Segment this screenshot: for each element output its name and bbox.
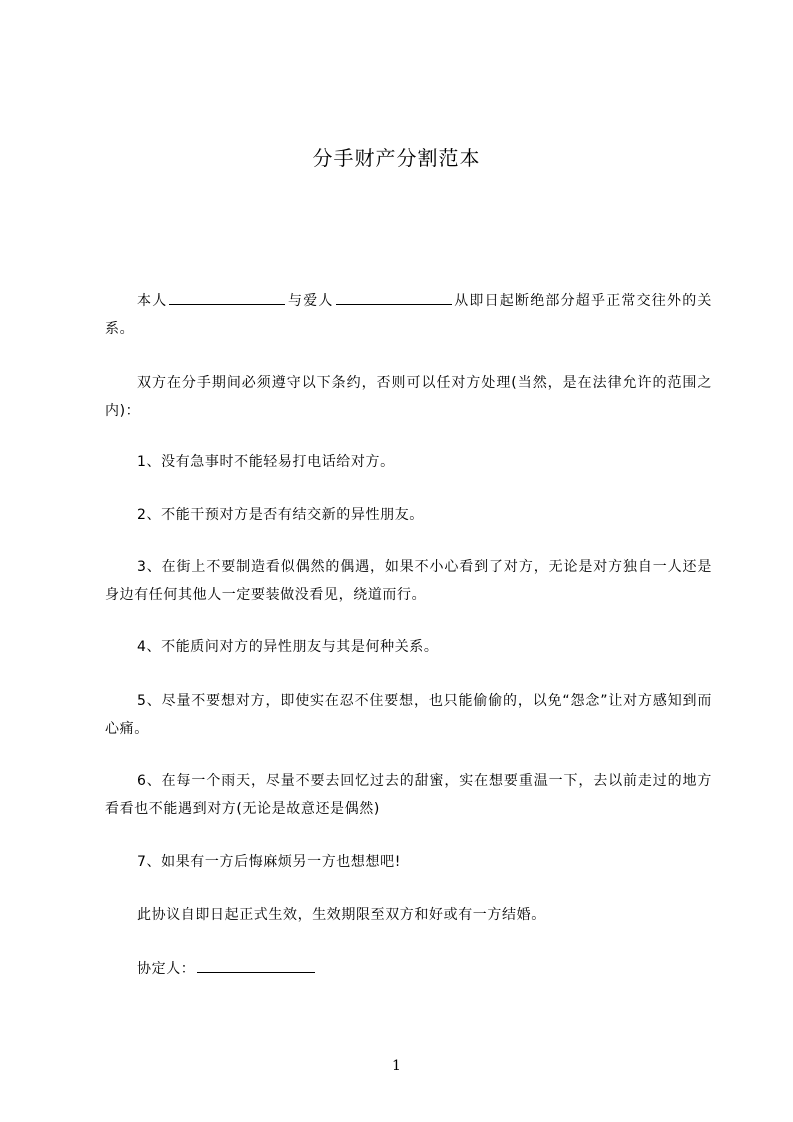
signatory-blank	[197, 957, 315, 973]
intro-paragraph	[105, 287, 712, 343]
signatory-label: 协定人：	[137, 961, 196, 977]
clause-3: 3、在街上不要制造看似偶然的偶遇，如果不小心看到了对方，无论是对方独自一人还是身边有任何其他人一定要装做没看见，绕道而行。	[105, 559, 712, 603]
self-name-blank	[169, 289, 285, 305]
partner-name-blank	[336, 289, 452, 305]
clause-6: 6、在每一个雨天，尽量不要去回忆过去的甜蜜，实在想要重温一下，去以前走过的地方看看也不能遇到对方(无论是故意还是偶然)	[105, 773, 712, 817]
intro-self-label: 本人	[137, 293, 168, 309]
intro-partner-label: 与爱人	[287, 293, 334, 309]
clause-1: 1、没有急事时不能轻易打电话给对方。	[137, 454, 395, 470]
clause-5: 5、尽量不要想对方，即使实在忍不住要想，也只能偷偷的，以免“怨念”让对方感知到而心痛。	[105, 693, 712, 737]
effective-statement: 此协议自即日起正式生效，生效期限至双方和好或有一方结婚。	[137, 907, 546, 923]
terms-intro-paragraph: 双方在分手期间必须遵守以下条约，否则可以任对方处理(当然，是在法律允许的范围之内)：	[105, 375, 712, 419]
signatory-line	[105, 955, 712, 983]
clause-2: 2、不能干预对方是否有结交新的异性朋友。	[137, 507, 424, 523]
document-title: 分手财产分割范本	[312, 146, 481, 170]
clause-7: 7、如果有一方后悔麻烦另一方也想想吧!	[137, 854, 401, 870]
clause-4: 4、不能质问对方的异性朋友与其是何种关系。	[137, 639, 439, 655]
intro-statement: 从即日起断绝部分超乎正常交往外的关系。	[105, 293, 712, 337]
page-number: 1	[392, 1058, 401, 1074]
